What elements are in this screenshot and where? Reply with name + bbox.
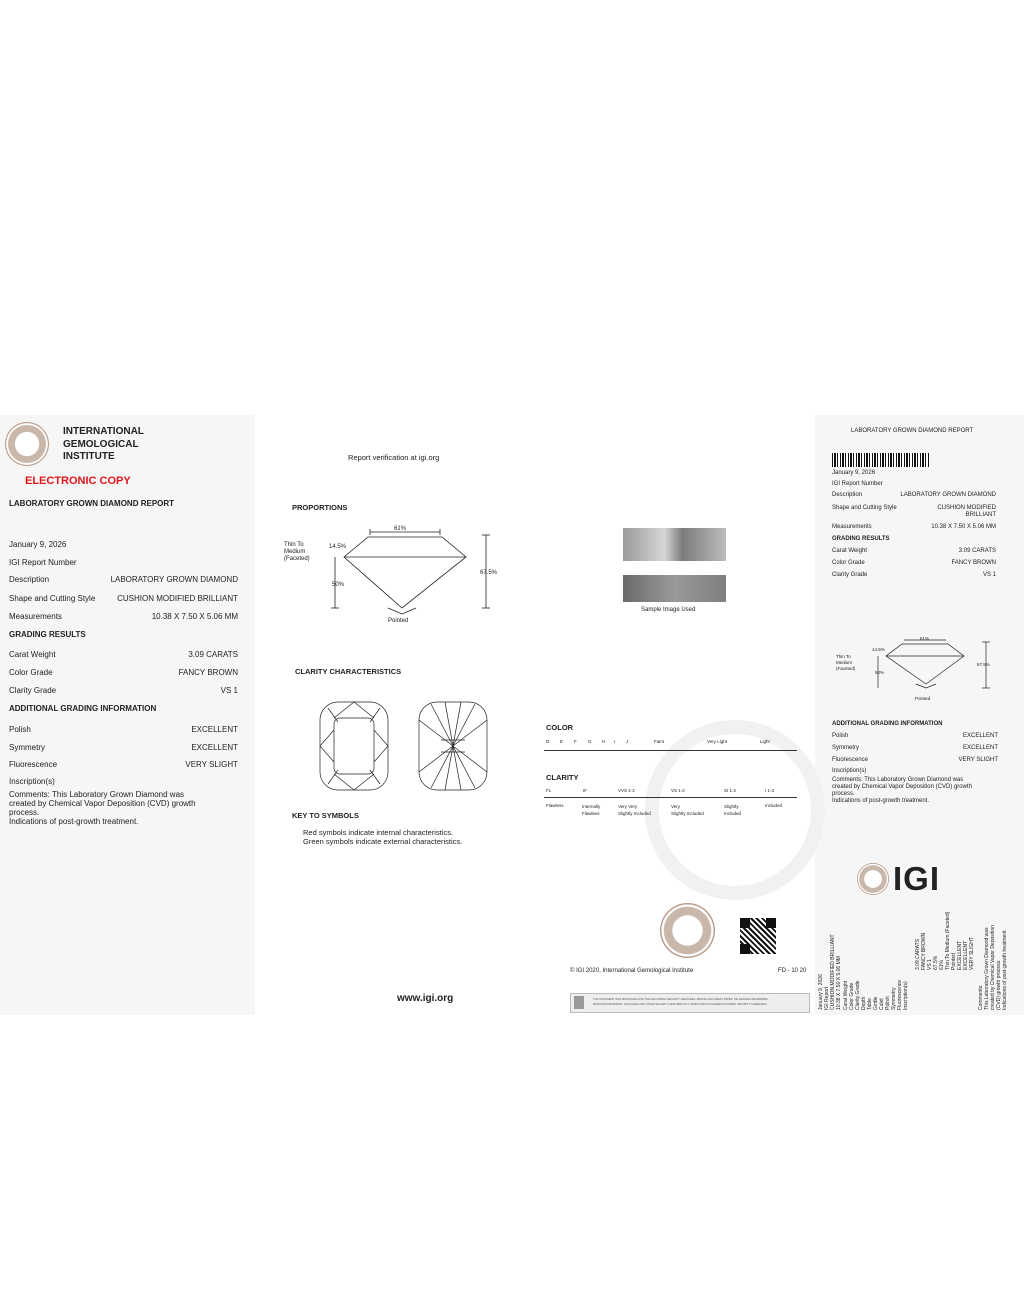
diamond-profile xyxy=(344,537,466,608)
verification-text: Report verification at igi.org xyxy=(348,453,440,462)
clarity-desc-line: Slightly xyxy=(724,804,739,809)
comments-line: Comments: This Laboratory Grown Diamond was xyxy=(9,790,185,799)
clarity-code: IF xyxy=(583,788,587,793)
field-label: Measurements xyxy=(832,524,872,530)
color-letter: J xyxy=(626,739,629,744)
clarity-desc xyxy=(618,803,651,817)
right-field-measurements xyxy=(832,524,996,530)
additional-label: Polish xyxy=(832,733,849,739)
clarity-desc xyxy=(671,803,704,817)
additional-symmetry xyxy=(9,743,238,752)
stub-line: 67.5% xyxy=(933,955,939,970)
grading-clarity xyxy=(9,686,238,695)
right-report-number-label: IGI Report Number xyxy=(832,481,883,487)
girdle-label xyxy=(284,542,310,563)
girdle-line: (Faceted) xyxy=(836,666,856,671)
grading-value: VS 1 xyxy=(982,572,996,578)
grading-color xyxy=(9,668,238,677)
clarity-desc-line: Slightly Included xyxy=(671,811,704,816)
qr-code xyxy=(740,918,776,954)
color-scale-heading: COLOR xyxy=(546,723,574,732)
clarity-desc-line: Very Very xyxy=(618,804,638,809)
additional-polish xyxy=(9,725,238,734)
right-proportions-diagram xyxy=(830,632,1000,694)
igi-logo-seal xyxy=(857,863,889,895)
color-letter: F xyxy=(574,739,577,744)
right-additional-polish xyxy=(832,733,998,739)
culet-label: Pointed xyxy=(388,618,409,624)
field-value: 10.38 X 7.50 X 5.06 MM xyxy=(151,612,238,621)
security-banner xyxy=(570,993,810,1013)
color-letter: H xyxy=(602,739,606,744)
grading-value: VS 1 xyxy=(220,686,238,695)
barcode xyxy=(832,453,930,467)
field-value: CUSHION MODIFIED xyxy=(937,505,996,511)
igi-logo-text: IGI xyxy=(893,860,941,897)
org-line-1: INTERNATIONAL xyxy=(63,426,144,437)
stub-line: Fluorescence xyxy=(897,979,903,1010)
stub-line: CUSHION MODIFIED BRILLIANT xyxy=(830,934,836,1010)
stub-line: Culet xyxy=(879,998,885,1010)
girdle-line: Medium xyxy=(284,549,306,555)
stub-col-4 xyxy=(978,925,1008,1010)
stub-line: Comments: xyxy=(978,984,984,1010)
clarity-scale-heading: CLARITY xyxy=(546,773,579,782)
culet-mark xyxy=(388,608,416,614)
depth-percent: 67.5% xyxy=(480,570,498,576)
additional-value: VERY SLIGHT xyxy=(958,757,998,763)
key-green-symbols: Green symbols indicate external characteristics. xyxy=(303,837,463,846)
comments-line: created by Chemical Vapor Deposition (CVD) growth xyxy=(9,799,196,808)
stub-line: EXCELLENT xyxy=(963,940,969,970)
electronic-copy-label: ELECTRONIC COPY xyxy=(25,475,131,487)
right-crown-percent: 14.5% xyxy=(872,647,885,652)
field-value: LABORATORY GROWN DIAMOND xyxy=(110,575,238,584)
clarity-desc-line: Included xyxy=(724,811,742,816)
field-label: Measurements xyxy=(9,612,62,621)
right-field-shape xyxy=(832,505,996,511)
stub-col-3 xyxy=(915,912,975,970)
field-description xyxy=(9,575,238,584)
stub-line: FANCY BROWN xyxy=(921,932,927,970)
clarity-characteristics-heading: CLARITY CHARACTERISTICS xyxy=(295,667,402,676)
grading-value: FANCY BROWN xyxy=(951,560,996,566)
right-report-title: LABORATORY GROWN DIAMOND REPORT xyxy=(851,428,974,434)
stub-line: Pointed xyxy=(951,953,957,970)
stub-line: (CVD) growth process. xyxy=(996,959,1002,1010)
grading-results-heading: GRADING RESULTS xyxy=(9,630,86,639)
stub-line: VS 1 xyxy=(927,959,933,970)
clarity-desc: Included xyxy=(765,803,783,808)
org-line-3: INSTITUTE xyxy=(63,451,115,462)
comments-block xyxy=(9,790,196,826)
girdle-line: (Faceted) xyxy=(284,556,310,562)
comments-line: Indications of post-growth treatment. xyxy=(832,798,930,804)
right-grading-color xyxy=(832,560,996,566)
additional-label: Symmetry xyxy=(832,745,859,751)
stub-line: IGI Report xyxy=(824,986,830,1010)
grading-value: FANCY BROWN xyxy=(178,668,238,677)
stub-line: Symmetry xyxy=(891,987,897,1010)
stub-line: Girdle xyxy=(873,996,879,1010)
stub-line: Table xyxy=(867,998,873,1010)
clarity-desc xyxy=(582,803,600,817)
field-label: Description xyxy=(832,492,863,498)
field-value: BRILLIANT xyxy=(965,512,996,518)
additional-value: VERY SLIGHT xyxy=(185,760,238,769)
field-measurements xyxy=(9,612,238,621)
key-red-symbols: Red symbols indicate internal characteristics. xyxy=(303,828,454,837)
stub-line: 10.38 X 7.50 X 5.06 MM xyxy=(836,956,842,1010)
grading-label: Clarity Grade xyxy=(832,572,868,578)
stub-line: VERY SLIGHT xyxy=(969,937,975,970)
report-number-label: IGI Report Number xyxy=(9,558,77,567)
org-line-2: GEMOLOGICAL xyxy=(63,438,139,450)
color-letter: E xyxy=(560,739,564,744)
document-icon xyxy=(574,996,584,1009)
stub-line: Inscription(s) xyxy=(903,981,909,1010)
inscription-label: Inscription(s) xyxy=(9,777,55,786)
clarity-desc-line: Internally xyxy=(582,804,601,809)
right-field-description xyxy=(832,492,996,498)
website-text: www.igi.org xyxy=(397,993,454,1004)
table-percent: 61% xyxy=(394,526,407,532)
right-additional-symmetry xyxy=(832,745,998,751)
right-girdle-label xyxy=(836,654,855,672)
right-inscription-label: Inscription(s) xyxy=(832,768,867,774)
color-word: Light xyxy=(760,739,770,744)
additional-value: EXCELLENT xyxy=(191,743,238,752)
stub-line: This Laboratory Grown Diamond was xyxy=(984,927,990,1010)
stub-line: EXCELLENT xyxy=(957,940,963,970)
stub-line: Depth xyxy=(861,996,867,1010)
field-value: LABORATORY GROWN DIAMOND xyxy=(900,492,996,498)
crown-percent: 14.5% xyxy=(329,544,347,550)
girdle-line: Medium xyxy=(836,660,853,665)
form-code: FD - 10 20 xyxy=(778,968,807,974)
clarity-desc-line: Slightly Included xyxy=(618,811,651,816)
report-date: January 9, 2026 xyxy=(9,540,67,549)
right-field-shape-cont xyxy=(832,512,996,518)
stub-line: Clarity Grade xyxy=(855,980,861,1010)
field-shape xyxy=(9,594,238,603)
right-comments-block xyxy=(832,777,972,805)
additional-label: Symmetry xyxy=(9,743,45,752)
stub-line: 3.09 CARATS xyxy=(915,938,921,970)
color-scale-line xyxy=(544,750,797,751)
clarity-desc xyxy=(724,803,741,817)
key-to-symbols-heading: KEY TO SYMBOLS xyxy=(292,811,359,820)
field-value: CUSHION MODIFIED BRILLIANT xyxy=(117,594,238,603)
comments-line: Indications of post-growth treatment. xyxy=(9,817,139,826)
field-label: Shape and Cutting Style xyxy=(9,594,96,603)
field-label: Description xyxy=(9,575,50,584)
security-line: BACKGROUND DESIGN, HOLOGRAM AND OTHER SECURITY FEATURES NOT LISTED AND DO EXCEED DOCUMENT SECURITY GUIDELINES. xyxy=(593,1003,768,1006)
pavilion-percent: 50% xyxy=(332,582,345,588)
sample-image-top xyxy=(623,528,726,561)
clarity-desc-line: Very xyxy=(671,804,681,809)
right-culet-label: Pointed xyxy=(915,696,931,701)
field-value: 10.38 X 7.50 X 5.06 MM xyxy=(931,524,996,530)
stub-line: 61% xyxy=(939,959,945,970)
grading-value: 3.09 CARATS xyxy=(188,650,238,659)
additional-value: EXCELLENT xyxy=(191,725,238,734)
security-text xyxy=(593,997,769,1007)
sample-image-bottom xyxy=(623,575,726,602)
clarity-desc-line: Flawless xyxy=(582,811,600,816)
additional-grading-heading: ADDITIONAL GRADING INFORMATION xyxy=(9,704,157,713)
color-word: Faint xyxy=(654,739,665,744)
clarity-plot-crown xyxy=(318,700,390,792)
copyright-text: © IGI 2020, International Gemological Institute xyxy=(570,968,694,974)
stub-line: Carat Weight xyxy=(843,980,849,1010)
stub-line: January 9, 2026 xyxy=(818,974,824,1010)
grading-label: Carat Weight xyxy=(832,548,867,554)
comments-line: process. xyxy=(832,791,855,797)
proportions-heading: PROPORTIONS xyxy=(292,503,348,512)
additional-fluorescence xyxy=(9,760,238,769)
right-grading-clarity xyxy=(832,572,996,578)
grading-carat xyxy=(9,650,238,659)
security-line: THIS DOCUMENT WAS PRODUCED WITH THE FOLLOWING SECURITY MEASURES: SPECIAL DOCUMENT PAPER, INK ERASING WATERMARK, xyxy=(593,998,769,1001)
igi-seal-logo xyxy=(5,422,49,466)
comments-line: process. xyxy=(9,808,40,817)
report-title: LABORATORY GROWN DIAMOND REPORT xyxy=(9,499,175,508)
right-date: January 9, 2026 xyxy=(832,470,876,476)
grading-label: Carat Weight xyxy=(9,650,56,659)
sample-image-caption: Sample Image Used xyxy=(641,607,696,613)
additional-value: EXCELLENT xyxy=(962,733,998,739)
stub-line: Thin To Medium (Faceted) xyxy=(945,911,951,970)
clarity-code: VS 1-2 xyxy=(671,788,685,793)
right-additional-fluorescence xyxy=(832,757,998,763)
comments-line: created by Chemical Vapor Deposition (CVD) growth xyxy=(832,784,972,790)
right-depth-percent: 67.5% xyxy=(977,662,990,667)
clarity-code: VVS 1-2 xyxy=(618,788,635,793)
stub-line: Indications of post-growth treatment. xyxy=(1002,929,1008,1010)
color-letter: D xyxy=(546,739,550,744)
grading-label: Color Grade xyxy=(9,668,53,677)
field-label: Shape and Cutting Style xyxy=(832,505,897,511)
clarity-plot-pavilion xyxy=(417,700,489,792)
additional-label: Fluorescence xyxy=(832,757,869,763)
girdle-line: Thin To xyxy=(836,654,851,659)
stub-col-1 xyxy=(818,934,842,1010)
grading-value: 3.09 CARATS xyxy=(958,548,996,554)
color-word: Very Light xyxy=(707,739,728,744)
girdle-line: Thin To xyxy=(284,542,304,548)
proportions-diagram xyxy=(280,520,510,630)
right-pavilion-percent: 50% xyxy=(875,670,885,675)
clarity-scale-line xyxy=(544,797,797,798)
color-letter: G xyxy=(588,739,592,744)
grading-label: Clarity Grade xyxy=(9,686,57,695)
diamond-profile xyxy=(886,644,964,684)
additional-value: EXCELLENT xyxy=(962,745,998,751)
stub-col-2 xyxy=(843,980,909,1010)
org-name xyxy=(63,426,144,464)
right-table-percent: 61% xyxy=(920,636,930,641)
clarity-code: SI 1-2 xyxy=(724,788,737,793)
clarity-code: FL xyxy=(546,788,552,793)
right-grading-carat xyxy=(832,548,996,554)
clarity-code: I 1-3 xyxy=(765,788,775,793)
footer-seal xyxy=(660,903,715,958)
additional-label: Polish xyxy=(9,725,31,734)
clarity-desc: Flawless xyxy=(546,803,564,808)
right-additional-heading: ADDITIONAL GRADING INFORMATION xyxy=(832,721,943,727)
stub-line: Color Grade xyxy=(849,982,855,1010)
color-letter: I xyxy=(614,739,616,744)
grading-label: Color Grade xyxy=(832,560,865,566)
right-grading-heading: GRADING RESULTS xyxy=(832,536,890,542)
comments-line: Comments: This Laboratory Grown Diamond was xyxy=(832,777,964,783)
additional-label: Fluorescence xyxy=(9,760,58,769)
stub-line: Polish xyxy=(885,996,891,1010)
stub-line: created by Chemical Vapor Deposition xyxy=(990,925,996,1010)
